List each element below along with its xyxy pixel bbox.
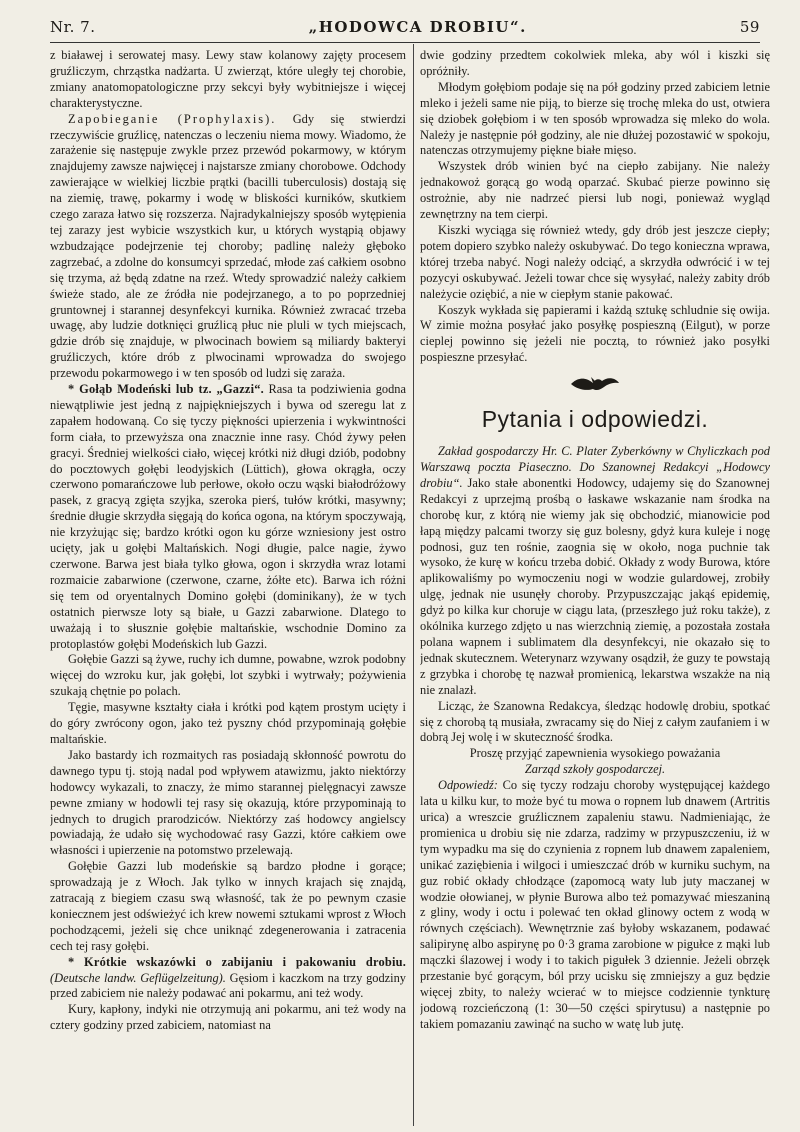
- paragraph-text: Co się tyczy rodzaju choroby występującej każdego lata u kilku kur, to może być tu mowa o ropnem lub dnawem (Artritis urica) a wreszcie gruźlicznem zapaleniu stawu. Nadmieniając, że promienica u drobiu się nie zdarza, radzimy w przypuszczeniu, iż w tym wypadku ma się do czynienia z ropnem lub dnawem zapaleniem, unikać zaziębienia i wilgoci i umieszczać drób w kurniku suchym, na guz robić okłady chłodzące (zapomocą waty lub juty maczanej w wodzie ołowianej, w płynie Burowa albo też pomazywać mieszaniną z gliny, wody i octu i polewać ten okład glinowy octem z wodą w równych częściach). Wewnętrznie zaś byłoby wskazanem, podawać salipirynę albo aspirynę po 0·3 grama zarobione w pigułce z mąki lub mączki ślazowej i wody i to takich pigułek 3 dziennie. Jeżeli obrzęk przestanie być gorącym, ból przy ucisku się zmniejszy a guz będzie więcej zbity, to należy wcierać w to miejsce codziennie tynkturę jodową rozcieńczoną (1: 30—50 części spirytusu) a następnie po takiem pomazaniu zawinąć na sucho w watę lub jutę.: [420, 778, 770, 1031]
- paragraph: Wszystek drób winien być na ciepło zabijany. Nie należy jednakowoż gorącą go wodą oparzać. Skubać pierze powinno się ostrożnie, aby nie nadrzeć piersi lub nogi, ponieważ wygląd zewnętrzny na tem cierpi.: [420, 159, 770, 222]
- letter-intro: Zakład gospodarczy Hr. C. Plater Zyberkówny w Chyliczkach pod Warszawą poczta Piaseczno. Do Szanownej Redakcyi „Hodowcy drobiu“.: [420, 444, 770, 490]
- section-heading-prophylaxis: Zapobieganie (Prophylaxis).: [68, 111, 277, 126]
- bird-ornament-icon: [420, 374, 770, 394]
- issue-number: Nr. 7.: [50, 18, 96, 36]
- column-divider: [413, 44, 414, 1126]
- paragraph: [420, 444, 770, 699]
- page-number: 59: [739, 18, 760, 36]
- paragraph: Jako bastardy ich rozmaitych ras posiadają skłonność powrotu do dawnego typu tj. stoją nadal pod wpływem atawizmu, jakto niektórzy hodowcy wykazali, to znaczy, że mimo starannej pielęgnacyi zawsze pewne zmiany w hodowli tej rasy się okazują, które przypominają to jednych to drugich prarodziców. Niektórzy zaś hodowcy angielscy powiadają, że udało się wychodować rasy Gazzi, które całkiem owe własności i upierzenie na potomstwo przelewają.: [50, 747, 406, 858]
- answer-label: Odpowiedź:: [438, 778, 498, 793]
- paragraph-text: Rasa ta podziwienia godna niewątpliwie jest jedną z najpiękniejszych i bywa od szeregu lat z zapałem hodowaną. Co się tyczy piękności upierzenia i wykwintności form ciała, to przewyższa ona znacznie inne rasy. Chód żywy pełen gracyi. Średniej wielkości ciało, więcej krótki niż długi dziób, podobny do pocztowych gołębi leodyjskich (Lüttich), głowa okrągła, oczy czerwono pomarańczowe lub perłowe, około oczu wąski białodróżowy pasek, z gracyą zgięta szyjka, szeroka pierś, tułów krótki, masywny; średnie długie skrzydła sięgają do końca ogona, na którym spoczywają, nie krzyżując się; bardzo krótki ogon ku górze wzniesiony jest ostro ucięty, jak u gołębi Maltańskich. Nogi długie, palce nagie, żywo czerwone. Barwa jest biała tylko głowa, ogon i skrzydła wraz lotami rozmaicie zabarwione (czerwone, czarne, żółte etc). Barwa ich różni się tem od oryentalnych Domino gołębi (dominikany), że w tych ostatnich pierwsze loty są białe, u Gazzi zabarwione. Dlatego to uważają i to słusznie gołębie maltańskie, wschodnie Domino za protoplastów gołębi Modeńskich lub Gazzi.: [50, 382, 406, 651]
- paragraph-text: Jako stałe abonentki Hodowcy, udajemy się do Szanownej Redakcyi z uprzejmą prośbą o łaskawe wskazanie nam środka na chorobę kur, z którą nie wiemy jak się obchodzić, mianowicie pod łapą między palcami tworzy się guz bolesny, gdyż kura kuleje i nogę podnosi, guz ten rośnie, zaognia się w około, noga puchnie tak wysoko, że kurę w końcu trzeba dobić. Okłady z wody Burowa, które aplikowaliśmy po wymoczeniu nogi w wodzie gulardowej, zrobiły ulgę, jednak nie usunęły choroby. Przypuszczając jakąś epidemię, gdyż po kilka kur choruje w ciągu lata, (przeszłego już roku także), z okólnika kurzego zdjęto u nas wierzchnią ziemię, a pozostała została polana wapnem i sublimatem dla desynfekcyi, nie okazało się to jednak skutecznem. Weterynarz wzywany osądził, że guzy te powstają z grzybka i chorobę tę nazwał promienicą, lekarstwa wszakże na nią nie znalazł.: [420, 475, 770, 697]
- right-column: [420, 48, 770, 1128]
- paragraph: Młodym gołębiom podaje się na pół godziny przed zabiciem letnie mleko i jeżeli same nie piją, to bierze się trochę mleka do ust, otwiera się dziobek gołębiom i w ten sposób wprowadza się mleko do wola. Należy je następnie pół godziny, ale nie dłużej pozostawić w spokoju, natenczas otrzymujemy piękne białe mięso.: [420, 79, 770, 158]
- journal-title: „HODOWCA DROBIU“.: [308, 18, 527, 36]
- paragraph: Licząc, że Szanowna Redakcya, śledząc hodowlę drobiu, spotkać się z chorobą tą musiała, zwracamy się do Niej z całym zaufaniem i w dobrą Jej wolę i w skuteczność środka.: [420, 698, 770, 745]
- paragraph: dwie godziny przedtem cokolwiek mleka, aby wól i kiszki się opróżniły.: [420, 48, 770, 78]
- paragraph: [50, 112, 406, 382]
- paragraph-text: Gdy się stwierdzi rzeczywiście gruźlicę, natenczas o leczeniu niema mowy. Wiadomo, że zarażenie się następuje zwykle przez przewód pokarmowy, w którym znajdujemy zawsze najwięcej i najstarsze zmiany chorobowe. Odchody zawierające w wielkiej liczbie prątki (bacilli tuberculosis) dostają się na ziemię, trawę, pokarmy i wodę w bliskości kurników, skutkiem czego zaraza łatwo się rozszerza. Najradykalniejszy sposób wytępienia tej zarazy jest wybicie wszystkich kur, u których wystąpią objawy wzbudzające podejrzenie tej choroby; padlinę należy głęboko zagrzebać, a zdolne do konsumcyi sprzedać, młode zaś całkiem osobno się trzyma, aż będą zdatne na rzeź. Wtedy sprowadzić należy całkiem świeże stado, ale ze źródła nie podejrzanego, a to po poprzedniej gruntownej i starannej desynfekcyi kurnika. Również zwracać trzeba uwagę, aby ludzie dotknięci gruźlicą płuc nie pluli w tych miejscach, gdzie drób się znajduje, w plwocinach bowiem są miliardy bakteryi gruźliczych, które drób z plwocinami wprowadza do swojego przewodu pokarmowego i w ten sposób od ludzi się zaraża.: [50, 111, 406, 381]
- article-title-gazzi: * Gołąb Modeński lub tz. „Gazzi“.: [68, 382, 264, 397]
- header-rule: [50, 42, 760, 43]
- paragraph: z białawej i serowatej masy. Lewy staw kolanowy zajęty procesem gruźliczym, chrząstka nadżarta. U zwierząt, które uległy tej chorobie, zmiany anatomopatologiczne przy sekcyi były wybitniejsze i więcej charakterystyczne.: [50, 48, 406, 110]
- paragraph: Kiszki wyciąga się również wtedy, gdy drób jest jeszcze ciepły; potem dopiero szybko należy oskubywać. Do tego konieczna wprawa, której trzeba nabyć. Nogi należy odciąć, a skrzydła odwrócić i w tej pozycyi oskubywać. Jeżeli towar chce się wysyłać, należy zabity drób należycie oziębić, a nie w ciepłym stanie pakować.: [420, 222, 770, 301]
- paragraph: Kury, kapłony, indyki nie otrzymują ani pokarmu, ani też wody na cztery godziny przed zabiciem, natomiast na: [50, 1002, 406, 1033]
- paragraph: [50, 382, 406, 652]
- paragraph: [420, 778, 770, 1033]
- letter-signature: Zarząd szkoły gospodarczej.: [524, 762, 666, 777]
- closing-formula: Proszę przyjąć zapewnienia wysokiego poważania: [469, 746, 721, 761]
- article-source: (Deutsche landw. Geflügelzeitung).: [50, 970, 226, 985]
- left-column: [50, 48, 406, 1128]
- paragraph: Koszyk wykłada się papierami i każdą sztukę schludnie się owija. W zimie można posyłać jako posyłkę pospieszną (Eilgut), w porze cieplej powinno się jeżeli nie pocztą, to również jako posyłki pospieszne przesyłać.: [420, 302, 770, 365]
- article-title-slaughter: * Krótkie wskazówki o zabijaniu i pakowaniu drobiu.: [68, 954, 406, 969]
- paragraph-text: Gęsiom i kaczkom na trzy godziny przed zabiciem nie należy podawać ani pokarmu, ani też wody.: [50, 970, 406, 1001]
- paragraph: [50, 955, 406, 1003]
- section-title-qa: Pytania i odpowiedzi.: [481, 406, 709, 433]
- paragraph: Gołębie Gazzi są żywe, ruchy ich dumne, powabne, wzrok podobny więcej do wzroku kur, jak gołębi, lot szybki i wytrwały; pożywienia szukają chętnie po polach.: [50, 652, 406, 699]
- paragraph: Tęgie, masywne kształty ciała i krótki pod kątem prostym ucięty i do góry zwrócony ogon, jako też pyszny chód przypominają gołębie maltańskie.: [50, 700, 406, 746]
- page-header: [50, 16, 760, 38]
- paragraph: Gołębie Gazzi lub modeńskie są bardzo płodne i gorące; sprowadzają je z Włoch. Jak tylko w innych krajach się znajdą, zatracają z biegiem czasu swą własność, tak że po pewnym czasie koniecznem jest odświeżyć ich krew nowemi sztukami wprost z Włoch pochodzącemi, jeżeli się chce uniknąć zdegenerowania i zatracenia cech tej rasy gołębi.: [50, 859, 406, 953]
